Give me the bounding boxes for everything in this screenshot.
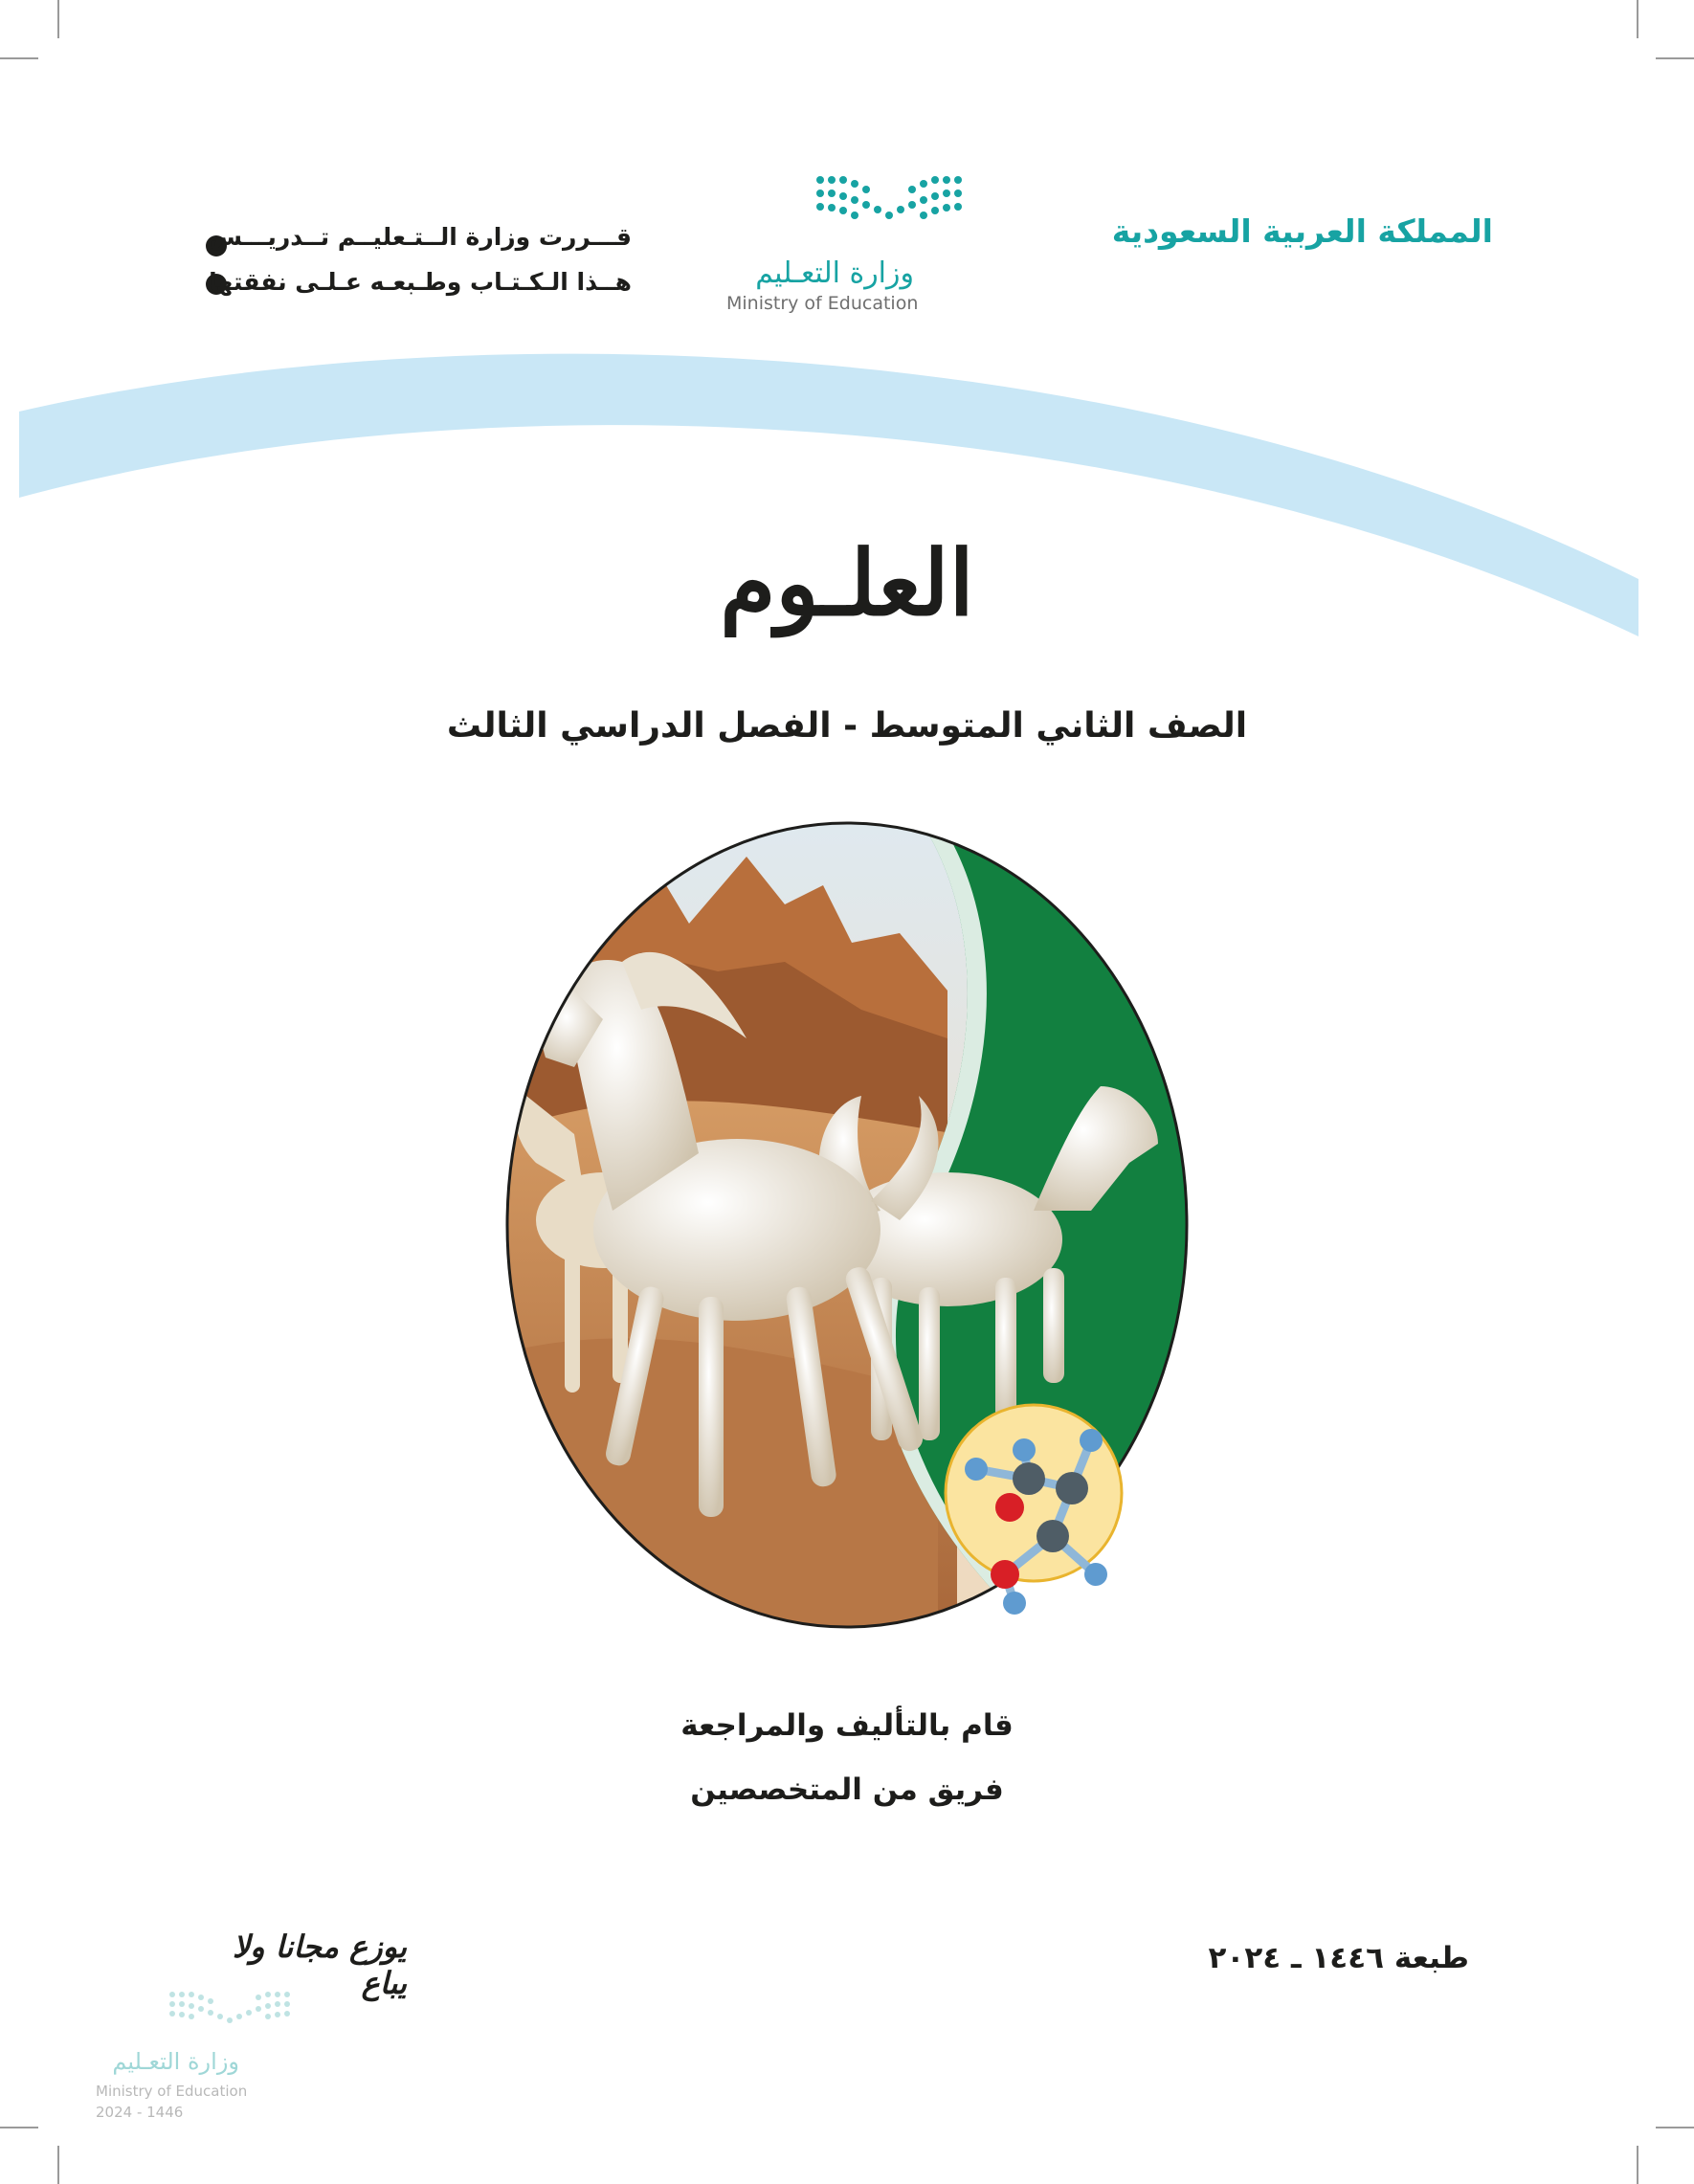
decree-line-1: قـــررت وزارة الــتـعليــم تــدريـــس bbox=[209, 223, 632, 251]
footer-ministry-ar: وزارة التعـليم bbox=[112, 2048, 239, 2075]
crop-mark bbox=[0, 57, 38, 59]
ministry-name-en: Ministry of Education bbox=[726, 293, 919, 314]
crop-mark bbox=[57, 2146, 59, 2184]
kingdom-name: المملكة العربية السعودية bbox=[1111, 212, 1493, 250]
ministry-logo-small-icon bbox=[163, 1989, 316, 2037]
book-subtitle: الصف الثاني المتوسط - الفصل الدراسي الثالث bbox=[446, 706, 1248, 746]
free-distribution-note: يوزع مجانا ولا يباع bbox=[232, 1928, 407, 2001]
decree-line-2: هــذا الـكـتـاب وطـبعـه عـلـى نفقتها bbox=[209, 268, 632, 296]
authored-by: قام بالتأليف والمراجعة bbox=[680, 1708, 1014, 1743]
edition-label: طبعة ١٤٤٦ ـ ٢٠٢٤ bbox=[1208, 1941, 1469, 1975]
authoring-team: فريق من المتخصصين bbox=[690, 1772, 1004, 1807]
book-title: العلـوم bbox=[720, 531, 974, 636]
footer-year: 2024 - 1446 bbox=[96, 2104, 184, 2121]
cover-illustration bbox=[498, 818, 1196, 1632]
crop-mark bbox=[57, 0, 59, 38]
crop-mark bbox=[1656, 57, 1694, 59]
footer-ministry-en: Ministry of Education bbox=[96, 2083, 248, 2100]
crop-mark bbox=[1637, 2146, 1638, 2184]
ministry-name-ar: وزارة التعـليم bbox=[755, 256, 914, 290]
crop-mark bbox=[1637, 0, 1638, 38]
crop-mark bbox=[1656, 2127, 1694, 2128]
crop-mark bbox=[0, 2127, 38, 2128]
